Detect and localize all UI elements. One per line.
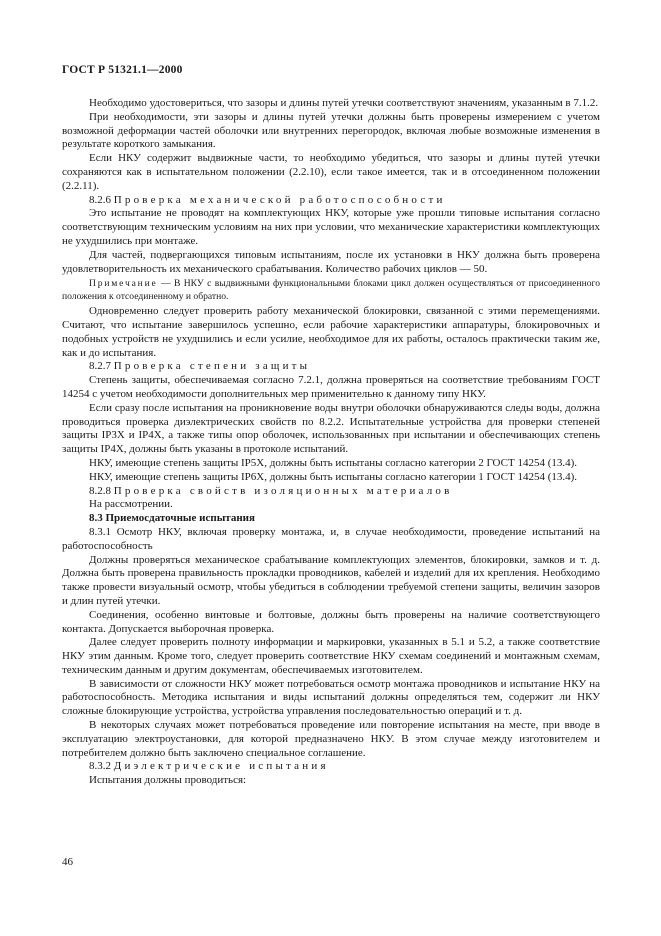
section-heading-8-3-2: 8.3.2 Диэлектрические испытания [89,760,329,773]
section-heading-8-2-8: 8.2.8 Проверка свойств изоляционных материалов [89,484,453,497]
paragraph: Далее следует проверить полноту информации и маркировки, указанных в 5.1 и 5.2, а также соответствие НКУ этим данным. Кроме того, следует проверить соответствие НКУ схемам соединений и монтажным схемам, техническим данным и другим документам, обеспечиваемых изготовителем. [62,636,600,676]
paragraph: Если сразу после испытания на проникновение воды внутри оболочки обнаруживаются следы воды, должна проводиться проверка диэлектрических свойств по 8.2.2. Испытательные устройства для проверки степеней защиты IP3X и IP4X, а также типы опор оболочек, использованных при испытании и обеспечивающих степень защиты IP4X, должны быть указаны в протоколе испытаний. [62,401,600,456]
paragraph: НКУ, имеющие степень защиты IP6X, должны быть испытаны согласно категории 1 ГОСТ 14254 (13.4). [89,470,578,483]
page-number: 46 [62,856,73,868]
note-label: Примечание [89,278,158,290]
paragraph: В некоторых случаях может потребоваться проведение или повторение испытания на месте, при вводе в эксплуатацию электроустановки, для которой предназначено НКУ. В этом случае между изготовителем и потребителем должно быть заключено специальное соглашение. [62,719,600,759]
paragraph: На рассмотрении. [89,498,173,511]
section-heading-8-2-7: 8.2.7 Проверка степени защиты [89,360,311,373]
note: Примечание — В НКУ с выдвижными функциональными блоками цикл должен осуществляться от присоединенного положения к отсоединенному и обратно. [62,278,600,302]
paragraph: Испытания должны проводиться: [89,774,247,787]
paragraph: При необходимости, эти зазоры и длины путей утечки должны быть проверены измерением с учетом возможной деформации частей оболочки или внутренних перегородок, включая любые возможные изменения в результате короткого замыкания. [62,110,600,151]
paragraph: Степень защиты, обеспечиваемая согласно 7.2.1, должна проверяться на соответствие требованиям ГОСТ 14254 с учетом необходимости дополнительных мер применительно к данному типу НКУ. [62,374,600,400]
section-heading-8-2-6: 8.2.6 Проверка механической работоспособности [89,193,446,206]
paragraph: Необходимо удостовериться, что зазоры и длины путей утечки соответствуют значениям, указанным в 7.1.2. [89,97,599,109]
paragraph: Одновременно следует проверить работу механической блокировки, связанной с этими перемещениями. Считают, что испытание завершилось успешно, если рабочие характеристики аппаратуры, блокировочных и подобных устройств не ухудшились и если усилие, необходимое для их работы, осталось практически таким же, как и до испытания. [62,305,600,359]
paragraph: В зависимости от сложности НКУ может потребоваться осмотр монтажа проводников и испытание НКУ на работоспособность. Методика испытания и виды испытаний должны определяться тем, содержит ли НКУ сложные блокирующие устройства, устройства управления последовательностью операций и т. д. [62,677,600,718]
standard-header: ГОСТ Р 51321.1—2000 [62,64,183,76]
paragraph: НКУ, имеющие степень защиты IP5X, должны быть испытаны согласно категории 2 ГОСТ 14254 (13.4). [89,456,578,469]
paragraph: Должны проверяться механическое срабатывание комплектующих элементов, блокировки, замков и т. д. Должна быть проверена правильность прокладки проводников, кабелей и изделий для их крепления. Необходимо также провести визуальный осмотр, чтобы убедиться в соблюдении требуемой степени защиты, величин зазоров и длин путей утечки. [62,553,600,607]
paragraph: Соединения, особенно винтовые и болтовые, должны быть проверены на наличие соответствующего контакта. Допускается выборочная проверка. [62,608,600,635]
paragraph: Это испытание не проводят на комплектующих НКУ, которые уже прошли типовые испытания согласно соответствующим техническим условиям на них при условии, что механические характеристики комплектующих не ухудшились при монтаже. [62,207,600,247]
paragraph: 8.3.1 Осмотр НКУ, включая проверку монтажа, и, в случае необходимости, проведение испытаний на работоспособность [62,525,600,552]
paragraph: Если НКУ содержит выдвижные части, то необходимо убедиться, что зазоры и длины путей утечки сохраняются как в испытательном положении (2.2.10), если такое имеется, так и в отсоединенном положении (2.2.11). [62,152,600,192]
paragraph: Для частей, подвергающихся типовым испытаниям, после их установки в НКУ должна быть проверена удовлетворительность их механического срабатывания. Количество рабочих циклов — 50. [62,248,600,275]
document-body [62,97,600,788]
section-heading-8-3: 8.3 Приемосдаточные испытания [89,512,255,525]
